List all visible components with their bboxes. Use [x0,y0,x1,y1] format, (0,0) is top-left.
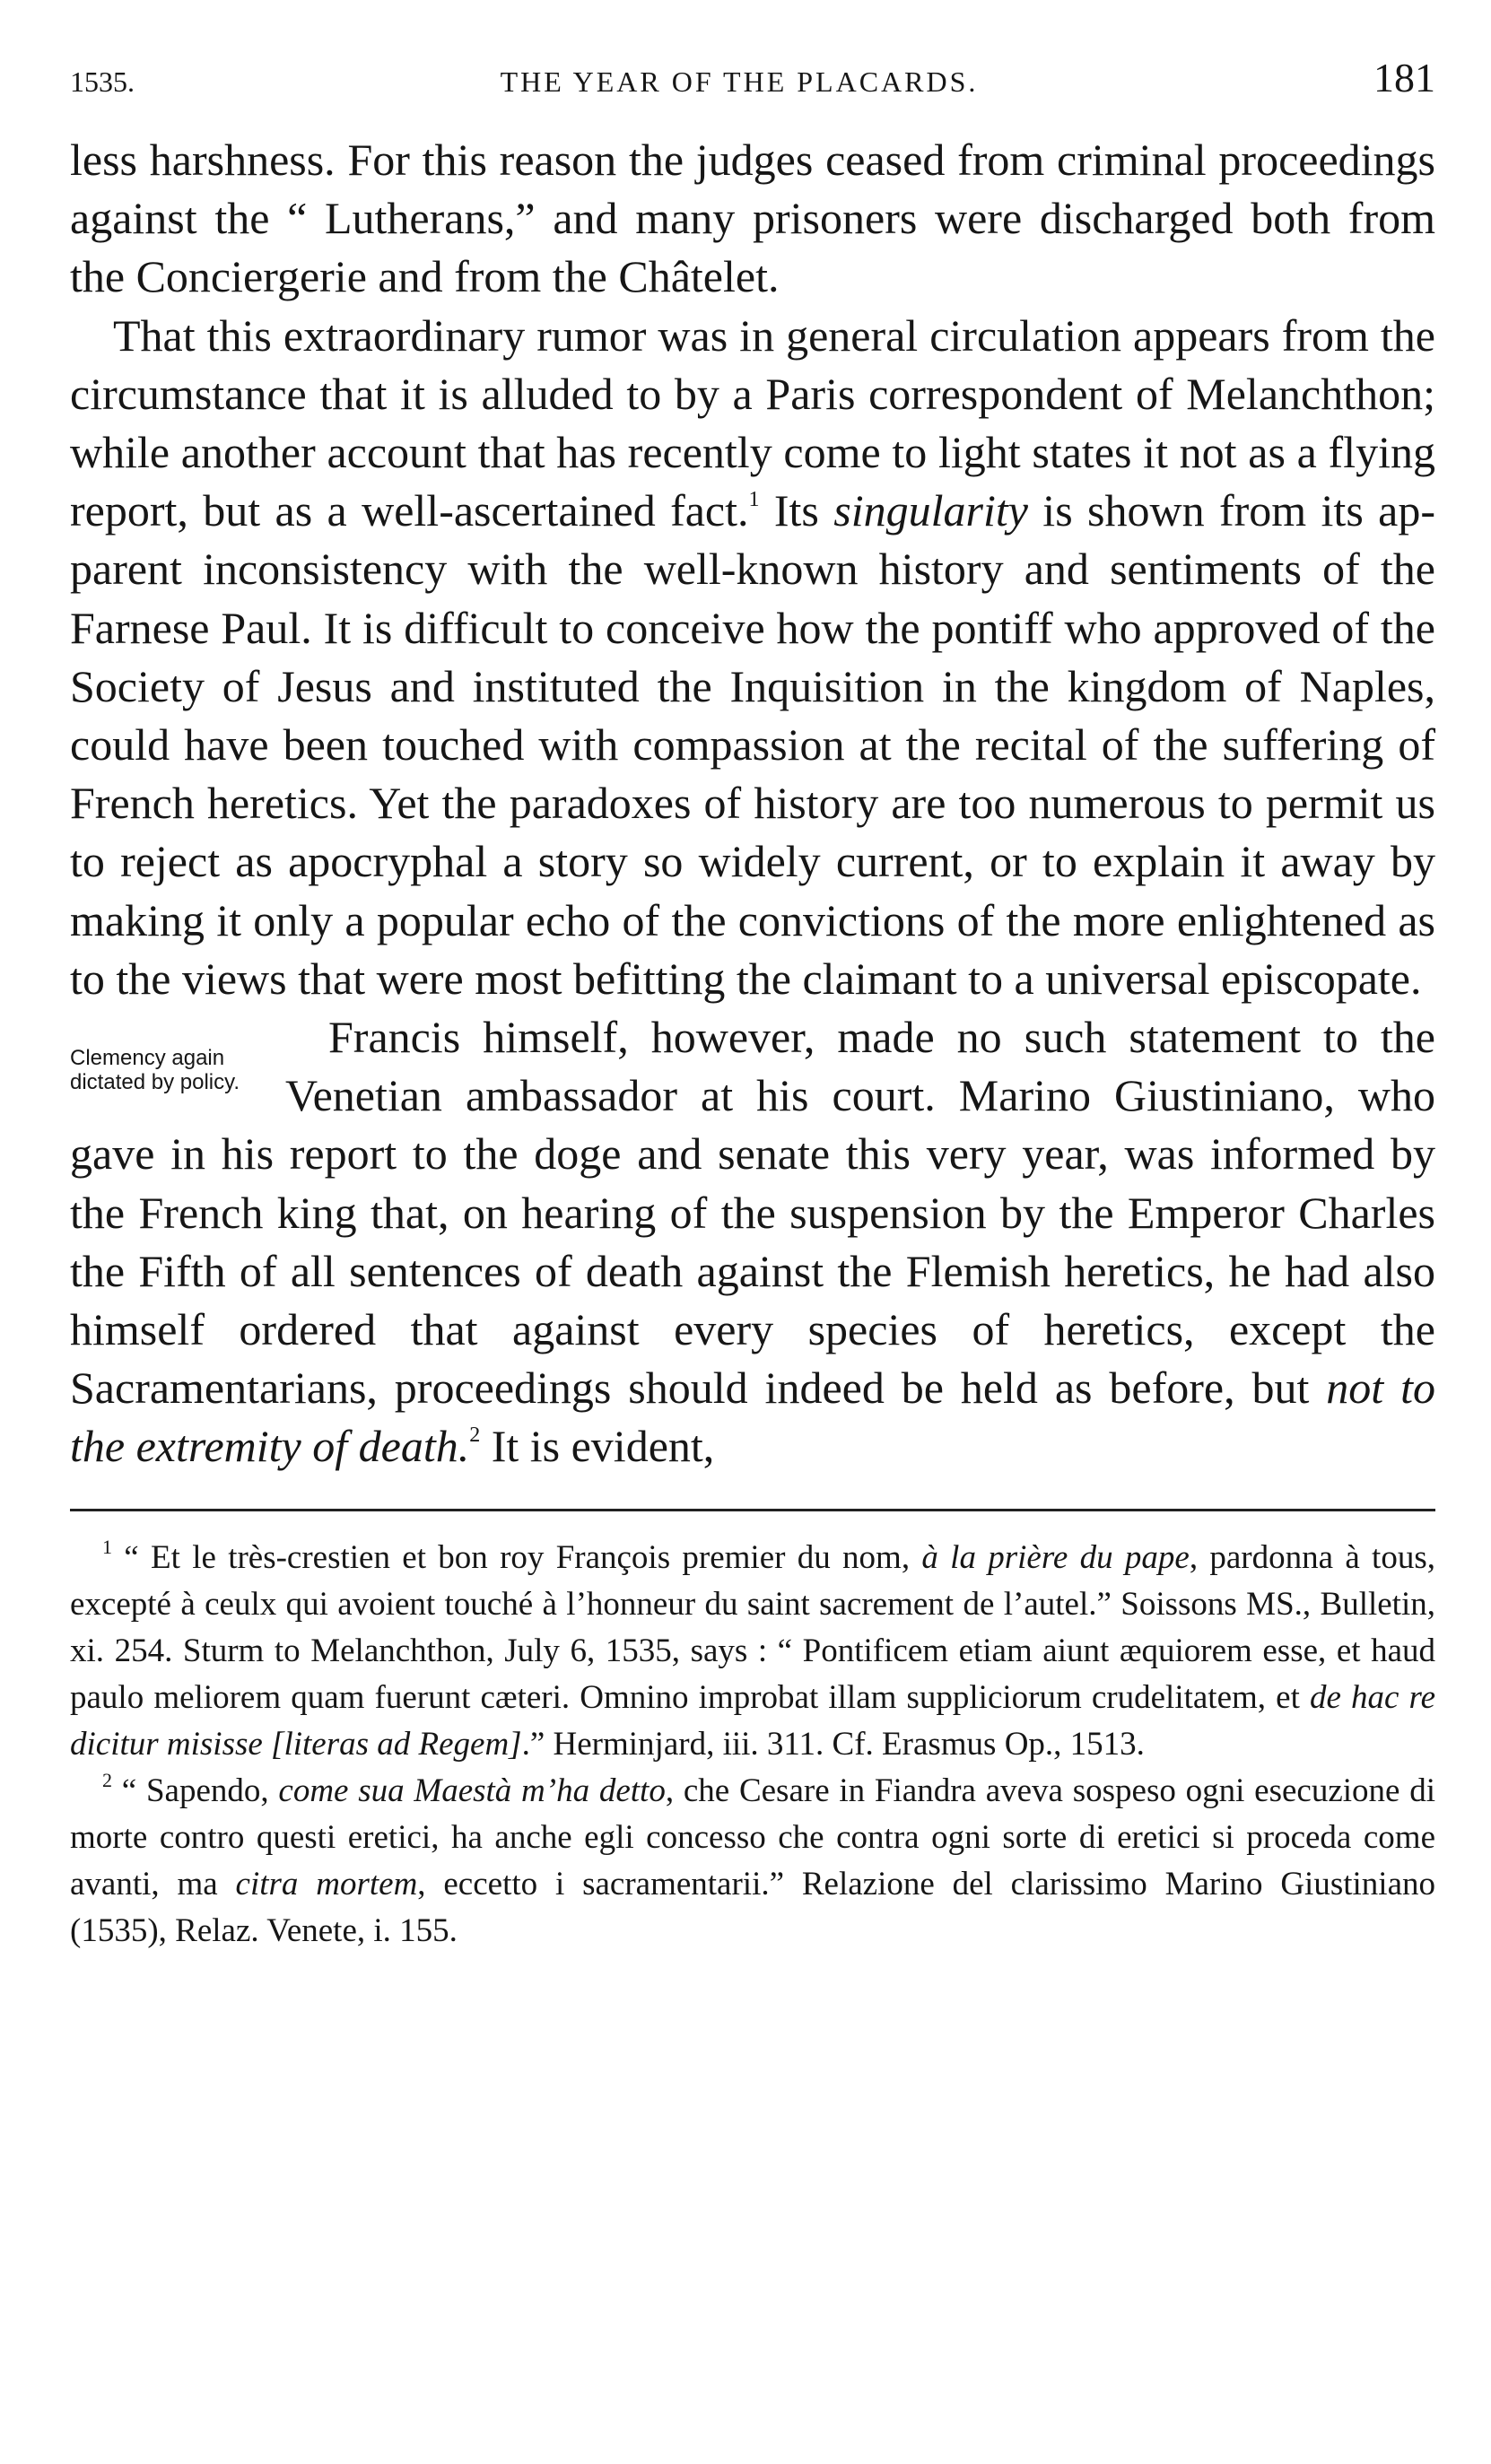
paragraph-2-text-b: Its [759,485,834,536]
paragraph-2-text-c: is shown from its apparent inconsistency with the well-known history and sentiments of the Farnese Paul. It is difficult to conceive how the pontiff who approved of the Society of Jesus and instituted the Inquisition in the kingdom of Naples, could have been touched with compassion at the recital of the suffering of French heretics. Yet the paradoxes of history are too numerous to permit us to reject as apocryphal a story so widely current, or to explain it away by making it only a popular echo of the convictions of the more enlightened as to the views that were most befitting the claimant to a universal episcopate. [70,485,1435,1004]
paragraph-3 [70,1008,1435,1476]
paragraph-1-text: less harshness. For this reason the judges ceased from criminal proceedings against the “ Lutherans,” and many prisoners were discharged both from the Conciergerie and from the Châtelet. [70,135,1435,302]
footnote-1-text-1: “ Et le très-crestien et bon roy François premier du nom, [124,1538,922,1576]
footnote-ref-1: 1 [748,488,760,512]
body-text [70,131,1435,1476]
paragraph-3-text-b: It is evident, [480,1421,715,1472]
header-year: 1535. [70,65,135,98]
footnote-ref-2: 2 [469,1424,481,1448]
footnote-2-mark: 2 [102,1768,112,1791]
footnote-1-italic-1: à la prière du pape [921,1538,1190,1576]
footnote-1-mark: 1 [102,1535,112,1558]
footnote-2-text-3: , eccetto i sacramentarii.” Relazione del clarissimo Marino Giustiniano (1535), Relaz. Venete, i. 155. [70,1865,1435,1949]
footnotes [70,1535,1435,1955]
footnote-2-italic-1: come sua Maestà m’ha detto [278,1772,666,1809]
running-head [70,54,1435,108]
footnote-2-text-2: , che Cesare in Fiandra aveva sospeso ogni esecuzione di morte contro questi eretici, ha anche egli concesso che contra ogni sorte di eretici si proceda come avanti, ma [70,1772,1435,1902]
margin-note: Clemency again dictated by policy. [70,1046,240,1095]
footnote-2-text-1: “ Sapendo, [121,1772,279,1809]
paragraph-2 [70,307,1435,1008]
footnote-1-text-2: , pardonna à tous, excepté à ceulx qui avoient touché à l’honneur du saint sacrement de l’autel.” Soissons MS., Bulletin, xi. 254. Sturm to Melanchthon, July 6, 1535, says : “ Pontificem etiam aiunt æquiorem esse, et haud paulo meliorem quam fuerunt cæteri. Omnino improbat illam suppliciorum crudelitatem, et [70,1538,1435,1716]
header-title: THE YEAR OF THE PLACARDS. [500,65,979,98]
footnote-1 [70,1535,1435,1768]
paragraph-1 [70,131,1435,307]
page-number: 181 [1373,55,1435,100]
paragraph-2-text-a: That this extraordinary rumor was in general circulation appears from the circumstance that it is alluded to by a Paris correspondent of Melanchthon; while another account that has recently come to light states it not as a flying report, but as a well-ascertained fact. [70,309,1435,536]
italic-singularity: singularity [833,485,1028,536]
footnote-2 [70,1768,1435,1955]
footnote-divider [70,1509,1435,1511]
footnote-1-text-3: .” Herminjard, iii. 311. Cf. Erasmus Op., 1513. [521,1725,1145,1763]
italic-extremity: not to the extremity of death. [70,1363,1435,1472]
paragraph-3-text-a: Francis himself, however, made no such statement to the Venetian ambassador at his court. Marino Giustiniano, who gave in his report to the doge and senate this very year, was informed by the French king that, on hearing of the suspension by the Emperor Charles the Fifth of all sentences of death against the Flemish heretics, he had also himself ordered that against every species of heretics, except the Sacramentarians, proceedings should indeed be held as before, but [70,1012,1435,1414]
footnote-1-italic-2: de hac re dicitur misisse [literas ad Regem] [70,1678,1436,1763]
footnote-2-italic-2: citra mortem [235,1865,418,1902]
